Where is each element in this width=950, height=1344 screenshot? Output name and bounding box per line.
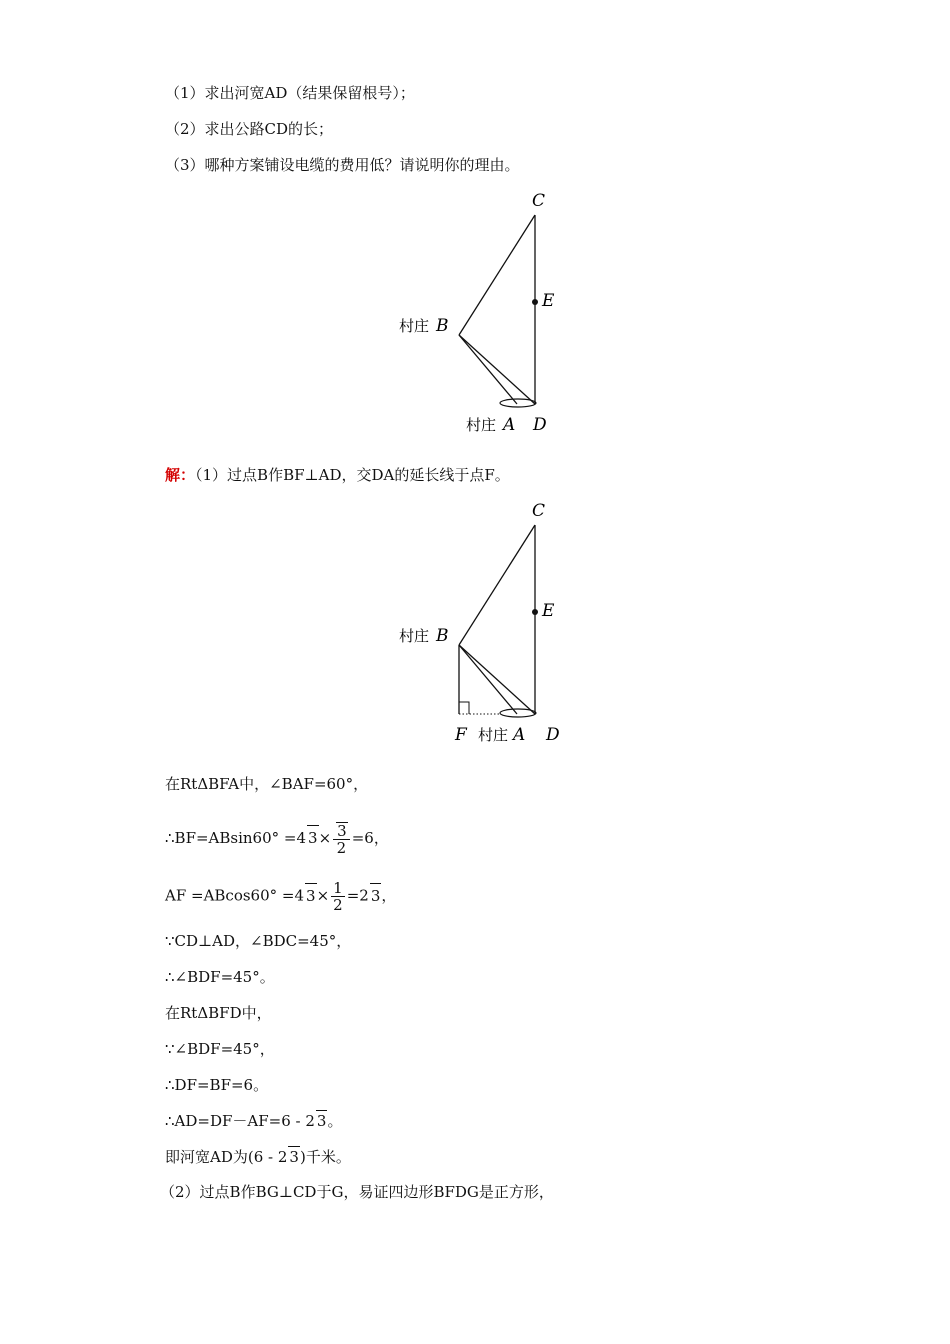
label-village-A: 村庄: [466, 416, 497, 434]
label-E: E: [542, 291, 555, 311]
line-step-2: （2）过点B作BG⊥CD于G，易证四边形BFDG是正方形，: [160, 1183, 554, 1201]
line-bf-calc: [165, 822, 389, 856]
fraction-1-over-2: $\frac{1}{2}$: [333, 879, 343, 914]
label-B: B: [436, 626, 449, 646]
times-sign: ×: [318, 829, 332, 847]
segment-BC: [459, 525, 535, 645]
bf-calc-result: =6，: [351, 829, 389, 847]
solution-step-1: [165, 465, 510, 485]
label-A: A: [503, 415, 516, 435]
question-2: （2）求出公路CD的长；: [165, 120, 334, 138]
line-cd-perp-ad: ∵CD⊥AD，∠BDC=45°，: [165, 932, 352, 950]
label-C: C: [532, 191, 546, 211]
line-af-calc: AF =ABcos60° =4 3× $\frac{1}{2}$ =2 3，: [165, 879, 397, 914]
line-rt-bfd: 在RtΔBFD中，: [165, 1004, 272, 1022]
label-village-A: 村庄: [478, 726, 509, 744]
river-width-prefix: 即河宽AD为: [165, 1148, 248, 1166]
question-1: （1）求出河宽AD（结果保留根号）；: [165, 84, 415, 102]
line-river-width: 即河宽AD为(6 - 2 3)千米。: [165, 1148, 351, 1166]
segment-BA: [459, 335, 517, 404]
label-D: D: [533, 415, 547, 435]
point-E: [532, 609, 538, 615]
ad-result-expr: 6 - 2: [281, 1112, 315, 1130]
line-since-bdf-45: ∵∠BDF=45°，: [165, 1040, 275, 1058]
river-width-expr: (6 - 2: [247, 1148, 288, 1166]
label-A: A: [513, 725, 526, 745]
label-B: B: [436, 316, 449, 336]
river-ellipse: [500, 399, 536, 407]
fraction-sqrt3-over-2: $\frac{3}{2}$: [333, 822, 350, 856]
figure-1-diagram: [380, 185, 600, 440]
label-E: E: [542, 601, 555, 621]
times-sign: ×: [316, 886, 330, 905]
label-C: C: [532, 501, 546, 521]
segment-BA: [459, 645, 517, 714]
label-D: D: [546, 725, 560, 745]
segment-BD: [459, 335, 535, 404]
ad-result-prefix: ∴AD=DF－AF=: [165, 1112, 282, 1130]
segment-BD: [459, 645, 535, 714]
sqrt-3: 3: [370, 883, 382, 908]
line-ad-result: ∴AD=DF－AF=6 - 2 3。: [165, 1112, 343, 1130]
sqrt-3: 3: [305, 883, 317, 908]
line-bdf-45: ∴∠BDF=45°。: [165, 968, 275, 986]
label-F: F: [455, 725, 467, 745]
line-df-bf-6: ∴DF=BF=6。: [165, 1076, 269, 1094]
solution-prefix: 解：: [165, 466, 196, 484]
bf-calc-prefix: ∴BF=ABsin60° =4: [165, 829, 307, 847]
label-village-B: 村庄: [399, 317, 430, 335]
line-rt-bfa: 在RtΔBFA中，∠BAF=60°，: [165, 775, 369, 793]
solution-step-1-text: （1）过点B作BF⊥AD，交DA的延长线于点F。: [195, 466, 510, 484]
af-equals: =2: [346, 886, 369, 905]
river-ellipse: [500, 709, 536, 717]
segment-BC: [459, 215, 535, 335]
sqrt-3: 3: [316, 1112, 327, 1130]
sqrt-3: 3: [289, 1148, 299, 1166]
right-angle-mark: [459, 702, 469, 714]
sqrt-3: 3: [307, 825, 319, 850]
figure-2-diagram: [380, 495, 600, 750]
label-village-B: 村庄: [399, 627, 430, 645]
question-3: （3）哪种方案铺设电缆的费用低？请说明你的理由。: [165, 156, 520, 174]
point-E: [532, 299, 538, 305]
af-calc-prefix: AF =ABcos60° =4: [165, 886, 305, 905]
